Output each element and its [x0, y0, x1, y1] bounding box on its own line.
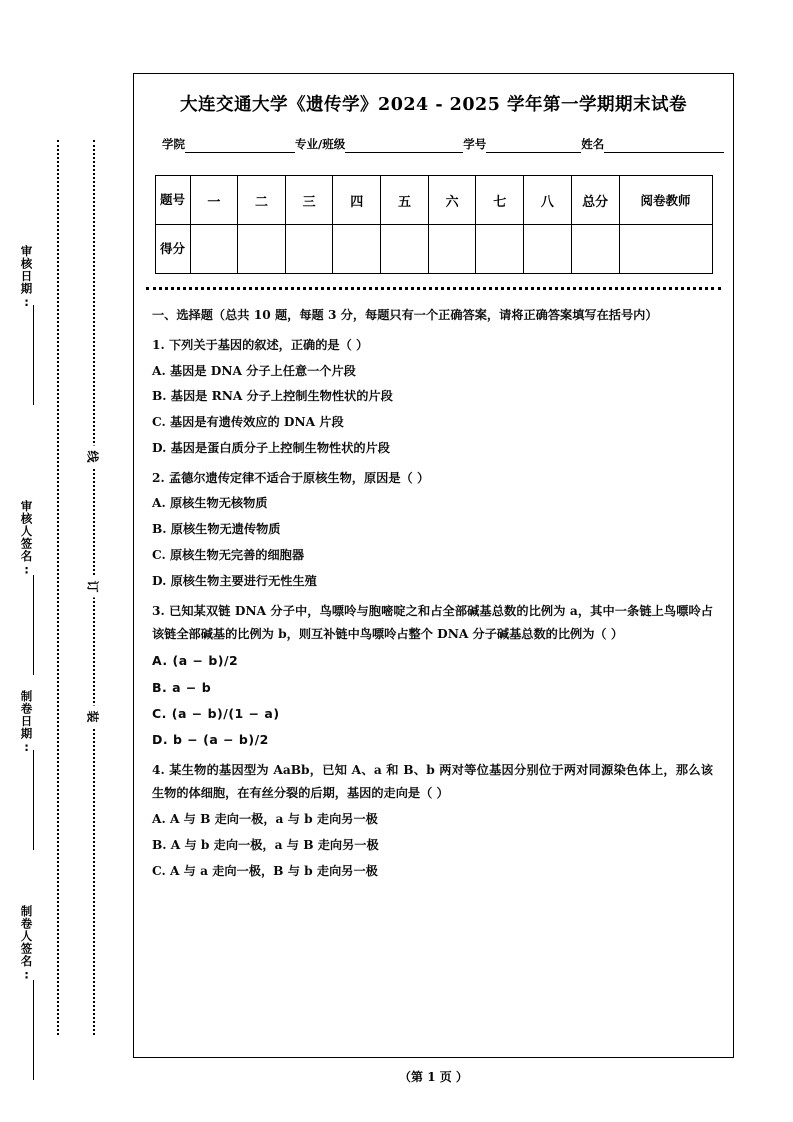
major-class-label: 专业/班级	[295, 137, 346, 151]
question-3-option-c[interactable]: C. (a − b)/(1 − a)	[152, 705, 280, 721]
column-header-total: 总分	[571, 176, 619, 225]
review-date-label: 审核日期:	[19, 245, 34, 310]
question-3-option-a[interactable]: A. (a − b)/2	[152, 653, 239, 669]
question-2-stem: 2. 孟德尔遗传定律不适合于原核生物，原因是（ ）	[152, 470, 430, 485]
college-input[interactable]	[185, 139, 295, 153]
score-cell-5[interactable]	[381, 225, 429, 274]
table-row-scores	[155, 225, 712, 274]
table-row-question-numbers	[155, 176, 712, 225]
column-header-2: 二	[238, 176, 286, 225]
score-cell-3[interactable]	[285, 225, 333, 274]
paper-author-signature-label: 制卷人签名:	[19, 905, 34, 983]
page-marker: （第 1 页 ）	[399, 1070, 468, 1084]
question-2-option-a[interactable]: A. 原核生物无核物质	[152, 496, 268, 511]
gutter-dotted-line-outer	[57, 140, 59, 1035]
score-cell-1[interactable]	[190, 225, 238, 274]
binding-gutter	[0, 0, 133, 1122]
college-field[interactable]	[162, 136, 295, 153]
reviewer-signature-label: 审核人签名:	[19, 500, 34, 578]
major-class-field[interactable]	[295, 136, 463, 153]
question-3-option-d[interactable]: D. b − (a − b)/2	[152, 732, 269, 748]
binding-mark-xian: 线	[82, 446, 105, 468]
college-label: 学院	[162, 137, 185, 151]
score-cell-4[interactable]	[333, 225, 381, 274]
reviewer-signature-blank	[33, 575, 34, 675]
score-cell-7[interactable]	[476, 225, 524, 274]
question-2-option-d[interactable]: D. 原核生物主要进行无性生殖	[152, 573, 317, 588]
column-header-3: 三	[285, 176, 333, 225]
review-date-blank	[33, 305, 34, 405]
exam-title: 大连交通大学《遗传学》2024 - 2025 学年第一学期期末试卷	[180, 95, 687, 115]
paper-date-label: 制卷日期:	[19, 690, 34, 755]
column-header-4: 四	[333, 176, 381, 225]
question-3-stem: 3. 已知某双链 DNA 分子中，鸟嘌呤与胞嘧啶之和占全部碱基总数的比例为 a，其中一条链上鸟嘌呤占该链全部碱基的比例为 b，则互补链中鸟嘌呤占整个 DNA 分子碱基总数的比例为（ ）	[152, 603, 713, 642]
student-info-line	[162, 136, 719, 153]
question-1-option-a[interactable]: A. 基因是 DNA 分子上任意一个片段	[152, 363, 356, 378]
paper-author-signature-blank	[33, 980, 34, 1080]
student-name-label: 姓名	[581, 137, 605, 151]
row-header-question-number: 题号	[155, 176, 190, 225]
page-footer	[133, 1068, 734, 1085]
score-cell-8[interactable]	[524, 225, 572, 274]
column-header-6: 六	[428, 176, 476, 225]
question-4-option-b[interactable]: B. A 与 b 走向一极，a 与 B 走向另一极	[152, 838, 379, 852]
question-1-option-d[interactable]: D. 基因是蛋白质分子上控制生物性状的片段	[152, 440, 390, 455]
question-2-option-c[interactable]: C. 原核生物无完善的细胞器	[152, 548, 305, 563]
column-header-7: 七	[476, 176, 524, 225]
question-4-option-c[interactable]: C. A 与 a 走向一极，B 与 b 走向另一极	[152, 863, 378, 878]
student-name-input[interactable]	[604, 139, 724, 153]
question-1-option-b[interactable]: B. 基因是 RNA 分子上控制生物性状的片段	[152, 389, 393, 404]
question-2-option-b[interactable]: B. 原核生物无遗传物质	[152, 522, 281, 537]
score-table	[155, 175, 713, 274]
question-4-option-a[interactable]: A. A 与 B 走向一极，a 与 b 走向另一极	[152, 812, 378, 827]
row-header-score: 得分	[155, 225, 190, 274]
student-id-input[interactable]	[486, 139, 581, 153]
score-cell-2[interactable]	[238, 225, 286, 274]
binding-mark-zhuang: 装	[82, 706, 105, 728]
student-id-field[interactable]	[463, 136, 581, 153]
column-header-5: 五	[381, 176, 429, 225]
question-1-option-c[interactable]: C. 基因是有遗传效应的 DNA 片段	[152, 415, 344, 430]
dotted-separator	[146, 287, 721, 290]
binding-mark-ding: 订	[82, 576, 105, 598]
major-class-input[interactable]	[345, 139, 463, 153]
question-4-stem: 4. 某生物的基因型为 AaBb，已知 A、a 和 B、b 两对等位基因分别位于两对同源染色体上，那么该生物的体细胞，在有丝分裂的后期，基因的走向是（ ）	[152, 762, 713, 801]
question-3-option-b[interactable]: B. a − b	[152, 679, 212, 695]
exam-sheet	[133, 73, 734, 1058]
score-cell-grader[interactable]	[619, 225, 712, 274]
column-header-1: 一	[190, 176, 238, 225]
column-header-8: 八	[524, 176, 572, 225]
student-id-label: 学号	[463, 137, 487, 151]
question-body	[152, 304, 713, 884]
question-1-stem: 1. 下列关于基因的叙述，正确的是（ ）	[152, 337, 369, 352]
column-header-grader: 阅卷教师	[619, 176, 712, 225]
score-cell-total[interactable]	[571, 225, 619, 274]
student-name-field[interactable]	[581, 136, 724, 153]
paper-date-blank	[33, 750, 34, 850]
score-cell-6[interactable]	[428, 225, 476, 274]
section-heading-choice: 一、选择题（总共 10 题，每题 3 分，每题只有一个正确答案，请将正确答案填写在括号内）	[152, 308, 658, 322]
